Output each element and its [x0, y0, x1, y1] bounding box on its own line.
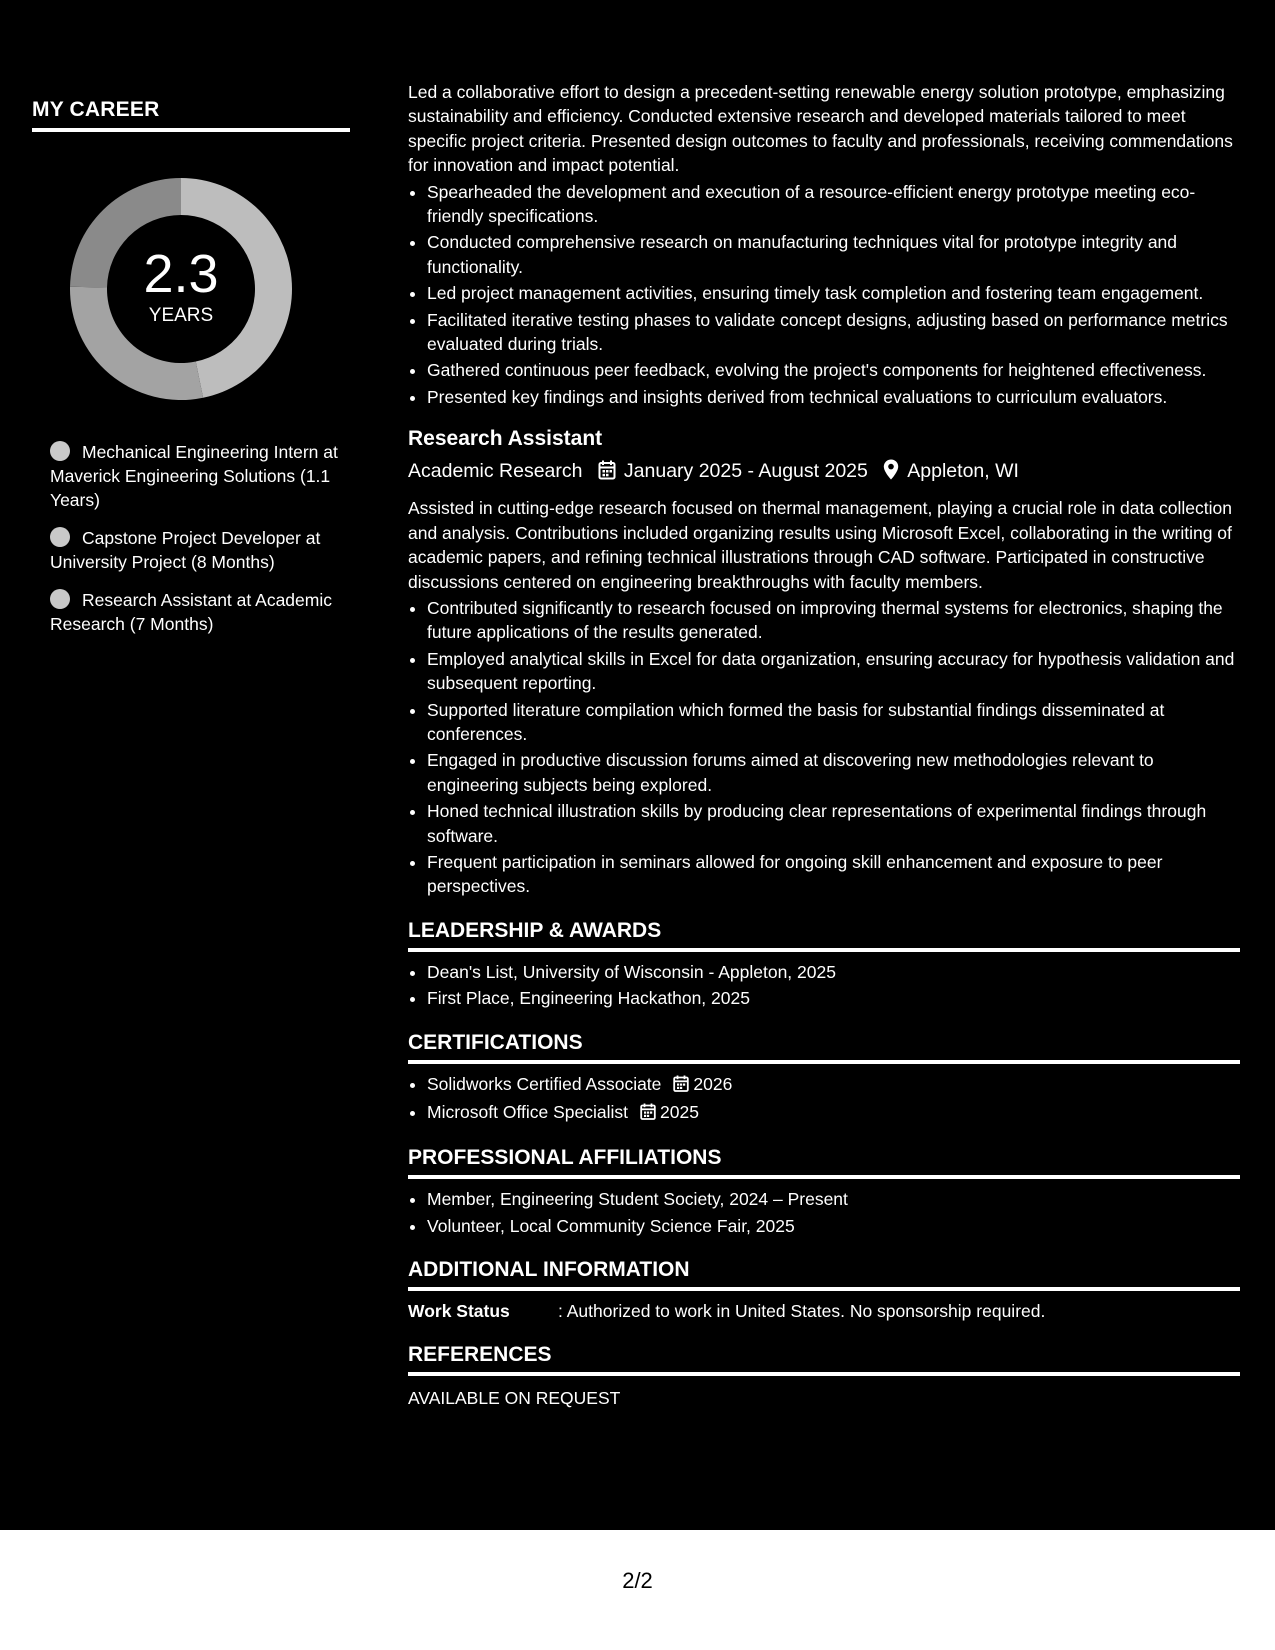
years-unit: YEARS: [148, 305, 214, 326]
affiliations-list: [408, 1187, 1240, 1238]
job-summary: Assisted in cutting-edge research focused on thermal management, playing a crucial role in data collection and analysis. Contributions included organizing results using Microsoft Excel, collaborating in the writing of academic papers, and refining technical illustrations through CAD software. Participated in constructive discussions centered on engineering breakthroughs with faculty members.: [408, 498, 1232, 592]
career-item: [50, 526, 340, 574]
bullet-dot-icon: [50, 441, 70, 461]
job-summary: Led a collaborative effort to design a precedent-setting renewable energy solution prototype, emphasizing sustainability and efficiency. Conducted extensive research and developed materials tailored to meet specific project criteria. Presented design outcomes to faculty and professionals, receiving commendations for innovation and impact potential.: [408, 82, 1233, 176]
references-text: AVAILABLE ON REQUEST: [408, 1388, 621, 1409]
job-bullet: • Conducted comprehensive research on manufacturing techniques vital for prototype integrity and functionality.: [427, 230, 1240, 279]
page-number: 2/2: [622, 1568, 653, 1593]
location-pin-icon: [883, 459, 899, 488]
references-heading: REFERENCES: [408, 1341, 1240, 1376]
certification-item: [427, 1100, 1240, 1126]
certification-name: Microsoft Office Specialist: [427, 1102, 628, 1122]
leadership-item: • First Place, Engineering Hackathon, 2025: [427, 986, 1240, 1010]
total-years: 2.3: [143, 244, 219, 304]
certification-item: [427, 1072, 1240, 1098]
career-list: [50, 440, 340, 636]
job-bullet: • Honed technical illustration skills by producing clear representations of experimental findings through software.: [427, 799, 1240, 848]
affiliation-item: • Volunteer, Local Community Science Fair, 2025: [427, 1214, 1240, 1238]
job-bullet: • Presented key findings and insights derived from technical evaluations to curriculum evaluators.: [427, 385, 1240, 409]
job-bullets: [408, 596, 1240, 899]
career-item-text: Mechanical Engineering Intern at Maverick Engineering Solutions (1.1 Years): [50, 442, 338, 510]
job-bullet: • Supported literature compilation which formed the basis for substantial findings disseminated at conferences.: [427, 698, 1240, 747]
job-bullet: • Engaged in productive discussion forums aimed at discovering new methodologies relevant to engineering subjects being explored.: [427, 748, 1240, 797]
left-column: [32, 98, 350, 650]
calendar-icon: [598, 460, 616, 488]
job-dates: January 2025 - August 2025: [623, 460, 868, 483]
career-item: [50, 588, 340, 636]
affiliations-heading: PROFESSIONAL AFFILIATIONS: [408, 1144, 1240, 1179]
career-item-text: Capstone Project Developer at University Project (8 Months): [50, 528, 321, 572]
job-title: Research Assistant: [408, 427, 603, 451]
company-name: Academic Research: [408, 460, 583, 483]
career-donut-chart: [66, 174, 296, 404]
job-bullet: • Employed analytical skills in Excel for data organization, ensuring accuracy for hypothesis validation and subsequent reporting.: [427, 647, 1240, 696]
job-bullet: • Spearheaded the development and execution of a resource-efficient energy prototype meeting eco-friendly specifications.: [427, 180, 1240, 229]
bullet-dot-icon: [50, 527, 70, 547]
work-status-value: : Authorized to work in United States. No sponsorship required.: [558, 1301, 1046, 1322]
job-bullets: [408, 180, 1240, 410]
work-status-row: [408, 1299, 1240, 1323]
certifications-heading: CERTIFICATIONS: [408, 1029, 1240, 1064]
affiliation-item: • Member, Engineering Student Society, 2024 – Present: [427, 1187, 1240, 1211]
certifications-list: [408, 1072, 1240, 1127]
career-item: [50, 440, 340, 512]
job-location: Appleton, WI: [907, 460, 1019, 483]
job-bullet: • Gathered continuous peer feedback, evolving the project's components for heightened effectiveness.: [427, 358, 1240, 382]
bullet-dot-icon: [50, 589, 70, 609]
job-bullet: • Frequent participation in seminars allowed for ongoing skill enhancement and exposure to peer perspectives.: [427, 850, 1240, 899]
calendar-icon: [640, 1102, 656, 1126]
right-column: [408, 80, 1240, 1410]
leadership-item: • Dean's List, University of Wisconsin - Appleton, 2025: [427, 960, 1240, 984]
work-status-label: Work Status: [408, 1301, 510, 1322]
leadership-list: [408, 960, 1240, 1011]
leadership-heading: LEADERSHIP & AWARDS: [408, 917, 1240, 952]
additional-heading: ADDITIONAL INFORMATION: [408, 1256, 1240, 1291]
career-item-text: Research Assistant at Academic Research (7 Months): [50, 590, 332, 634]
career-heading: MY CAREER: [32, 98, 350, 132]
certification-year: 2025: [660, 1102, 699, 1122]
calendar-icon: [673, 1074, 689, 1098]
job-bullet: • Contributed significantly to research focused on improving thermal systems for electronics, shaping the future applications of the results generated.: [427, 596, 1240, 645]
certification-name: Solidworks Certified Associate: [427, 1073, 662, 1094]
certification-year: 2026: [693, 1073, 733, 1094]
job-bullet: • Facilitated iterative testing phases to validate concept designs, adjusting based on performance metrics evaluated during trials.: [427, 308, 1240, 357]
job-meta: [408, 457, 1240, 488]
job-bullet: • Led project management activities, ensuring timely task completion and fostering team engagement.: [427, 281, 1240, 305]
